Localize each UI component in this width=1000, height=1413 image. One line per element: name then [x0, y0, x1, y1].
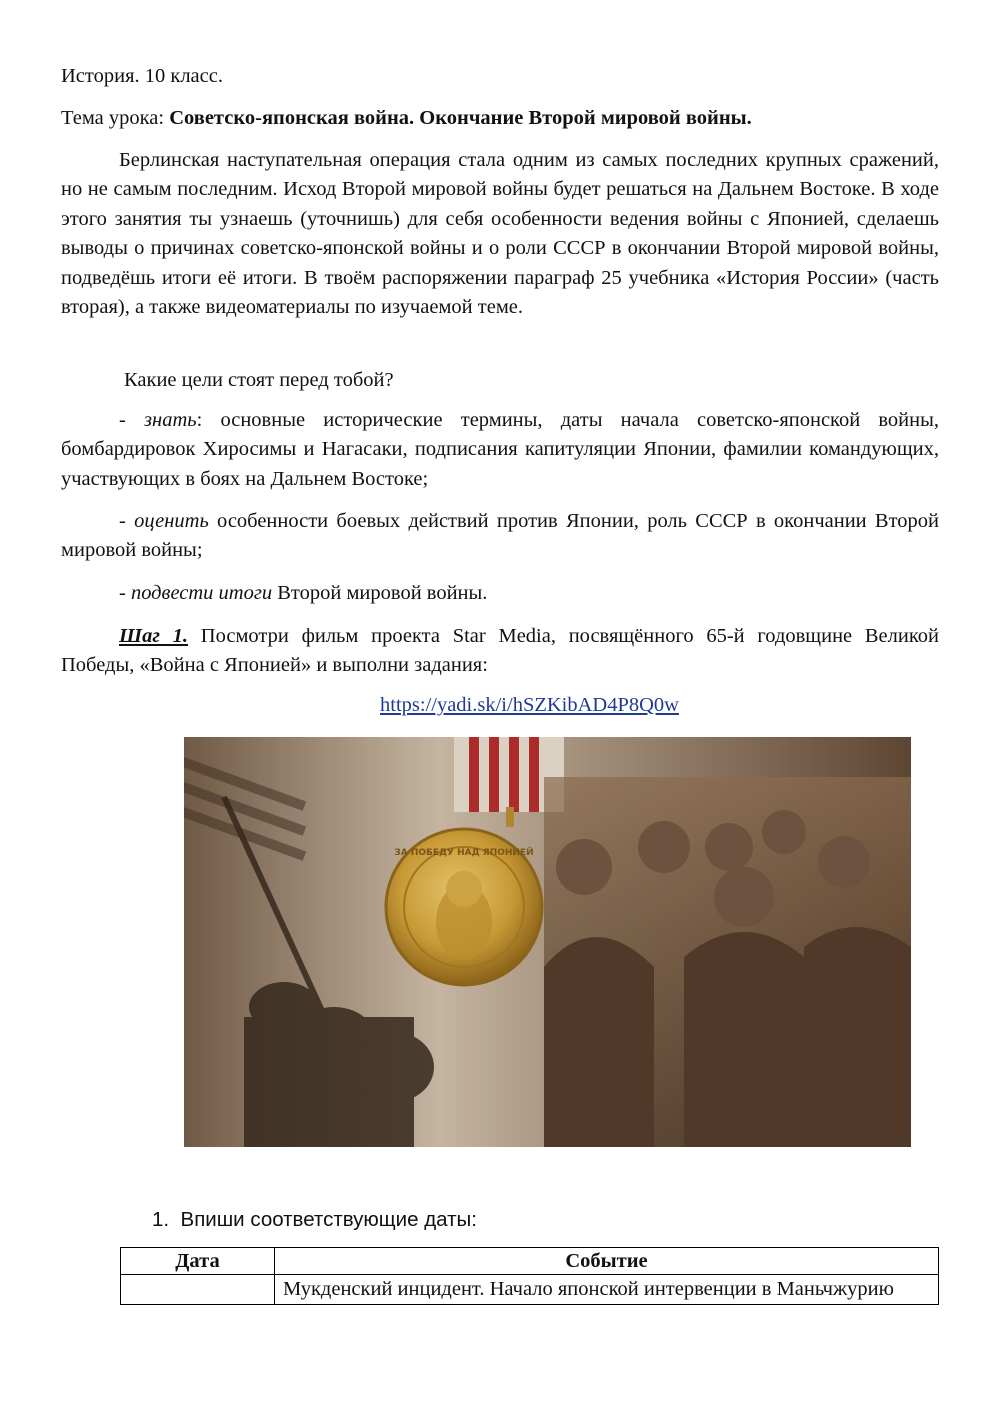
goal-text: особенности боевых действий против Японии, роль СССР в окончании Второй мировой войны;	[61, 510, 940, 562]
goal-verb: знать	[144, 409, 197, 431]
subject-line: История. 10 класс.	[61, 65, 223, 87]
goal-text: : основные исторические термины, даты начала советско-японской войны, бомбардировок Хиросимы и Нагасаки, подписания капитуляции Японии, фамилии командующих, участвующих в боях на Дальнем Востоке;	[61, 409, 939, 490]
goals-question: Какие цели стоят перед тобой?	[124, 369, 394, 391]
date-cell[interactable]	[121, 1275, 275, 1305]
step-1-label: Шаг 1.	[119, 625, 189, 647]
topic-title: Советско-японская война. Окончание Второй мировой войны.	[169, 107, 752, 129]
header-date: Дата	[121, 1248, 275, 1275]
goal-know	[61, 406, 939, 494]
event-cell: Мукденский инцидент. Начало японской интервенции в Маньчжурию	[275, 1275, 939, 1305]
goal-verb: подвести итоги	[130, 582, 273, 604]
collage-illustration	[184, 737, 911, 1147]
task-number: 1.	[152, 1208, 170, 1231]
step-1-text: Посмотри фильм проекта Star Media, посвящённого 65-й годовщине Великой Победы, «Война с Японией» и выполни задания:	[61, 625, 939, 677]
goal-summarize	[61, 579, 939, 608]
goal-bullet: -	[119, 582, 131, 604]
task-1	[152, 1206, 477, 1234]
table-row	[121, 1275, 939, 1305]
topic-label: Тема урока:	[61, 107, 170, 129]
task-text: Впиши соответствующие даты:	[180, 1208, 477, 1231]
goal-text: Второй мировой войны.	[272, 582, 488, 604]
goal-bullet: -	[119, 510, 135, 532]
topic-line	[61, 104, 752, 132]
table-header-row	[121, 1248, 939, 1275]
medal-inscription: ЗА ПОБЕДУ НАД ЯПОНИЕЙ	[394, 848, 534, 858]
dates-table	[120, 1247, 939, 1305]
goal-evaluate	[61, 507, 939, 566]
step-1-paragraph	[61, 622, 939, 681]
intro-paragraph: Берлинская наступательная операция стала одним из самых последних крупных сражений, но не самым последним. Исход Второй мировой войны будет решаться на Дальнем Востоке. В ходе этого занятия ты узнаешь (уточнишь) для себя особенности ведения войны с Японией, сделаешь выводы о причинах советско-японской войны и о роли СССР в окончании Второй мировой войны, подведёшь итоги её итоги. В твоём распоряжении параграф 25 учебника «История России» (часть вторая), а также видеоматериалы по изучаемой теме.	[61, 149, 939, 319]
war-collage-image	[184, 737, 911, 1147]
header-event: Событие	[275, 1248, 939, 1275]
goal-bullet: -	[119, 409, 145, 431]
goal-verb: оценить	[134, 510, 209, 532]
video-link[interactable]: https://yadi.sk/i/hSZKibAD4P8Q0w	[380, 694, 679, 716]
